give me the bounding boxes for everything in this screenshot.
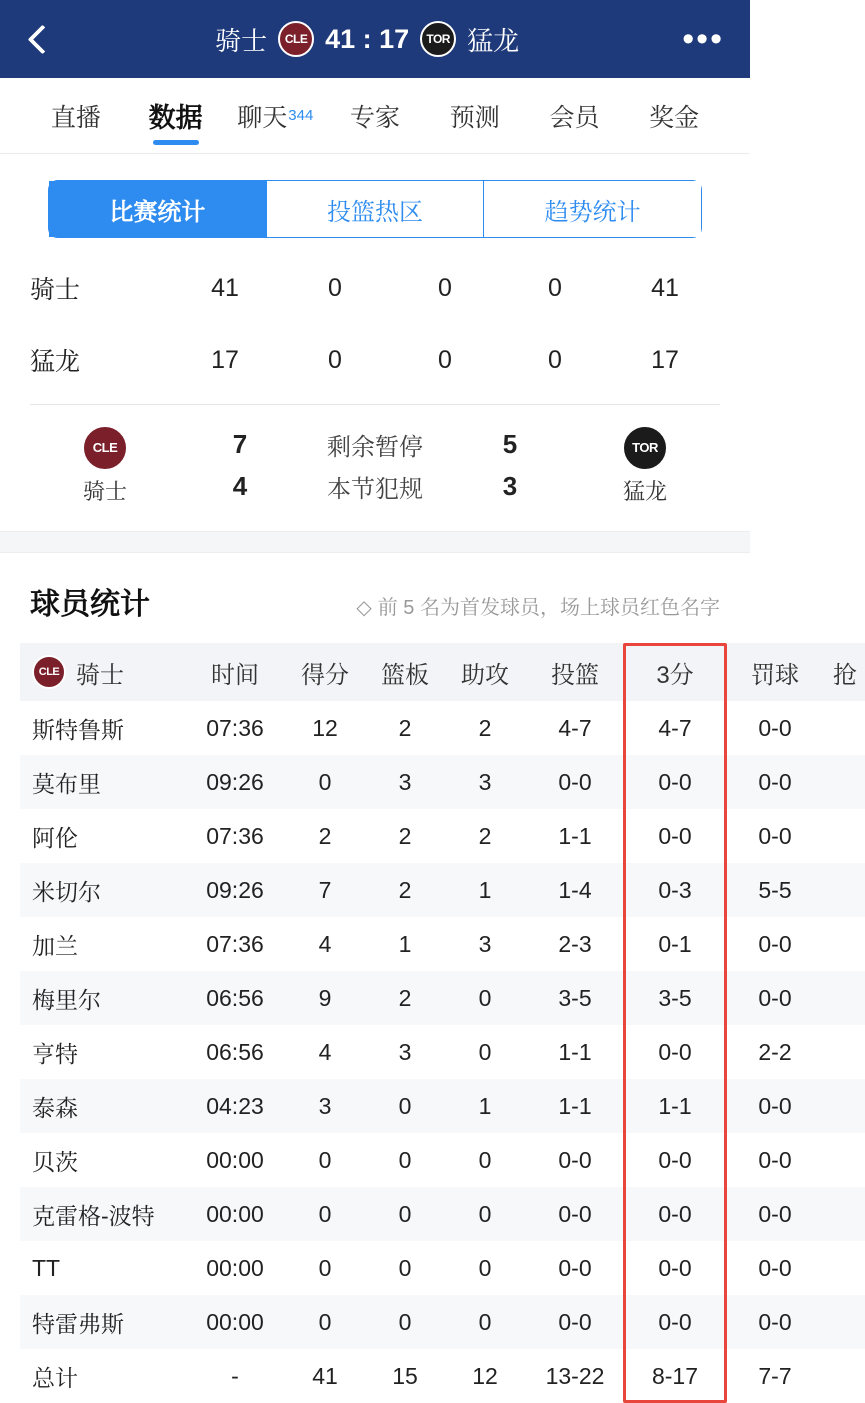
player-stats-header <box>0 553 750 643</box>
quarter-row-home-q2: 0 <box>328 273 342 302</box>
player-freethrow: 0-0 <box>758 714 792 741</box>
player-name: 亨特 <box>32 1040 78 1067</box>
segment-shot-chart[interactable]: 投篮热区 <box>267 181 485 237</box>
player-rebounds: 1 <box>398 930 412 957</box>
table-row[interactable] <box>20 1133 865 1187</box>
table-row[interactable] <box>20 1025 865 1079</box>
player-freethrow: 0-0 <box>758 984 792 1011</box>
tab-live[interactable] <box>26 78 126 153</box>
player-threepoint: 1-1 <box>658 1092 692 1119</box>
player-name: 斯特鲁斯 <box>32 716 124 743</box>
player-name: 贝茨 <box>32 1148 78 1175</box>
player-steals <box>825 755 865 809</box>
quarter-row-home-q4: 0 <box>548 273 562 302</box>
player-fieldgoals: 1-4 <box>558 876 592 903</box>
player-fieldgoals: 4-7 <box>558 714 592 741</box>
player-threepoint: 0-0 <box>658 1200 692 1227</box>
player-steals <box>825 1295 865 1349</box>
player-steals <box>825 1187 865 1241</box>
fouls-label: 本节犯规 <box>327 475 423 503</box>
total-fieldgoals: 13-22 <box>525 1349 625 1403</box>
player-fieldgoals: 0-0 <box>558 1254 592 1281</box>
player-threepoint: 4-7 <box>658 714 692 741</box>
player-time: 00:00 <box>206 1200 264 1227</box>
player-name: 阿伦 <box>32 824 78 851</box>
tof-lines <box>180 423 570 507</box>
quarter-row-away-q4: 0 <box>548 345 562 374</box>
player-threepoint: 0-0 <box>658 1146 692 1173</box>
col-header-fieldgoals[interactable]: 投篮 <box>525 643 625 701</box>
tab-predictions[interactable] <box>425 78 525 153</box>
player-freethrow: 0-0 <box>758 1200 792 1227</box>
app-header <box>0 0 750 78</box>
player-points: 0 <box>318 1146 332 1173</box>
player-fieldgoals: 3-5 <box>558 984 592 1011</box>
col-header-points[interactable]: 得分 <box>285 643 365 701</box>
tof-home-side <box>30 425 180 506</box>
player-steals <box>825 1241 865 1295</box>
total-time: - <box>185 1349 285 1403</box>
player-rebounds: 2 <box>398 984 412 1011</box>
player-freethrow: 0-0 <box>758 768 792 795</box>
tof-home-team-name: 骑士 <box>82 478 127 504</box>
col-header-assists[interactable]: 助攻 <box>445 643 525 701</box>
tof-line-fouls <box>180 465 570 507</box>
player-fieldgoals: 1-1 <box>558 822 592 849</box>
player-steals <box>825 863 865 917</box>
player-time: 00:00 <box>206 1308 264 1335</box>
player-time: 07:36 <box>206 930 264 957</box>
player-rebounds: 0 <box>398 1146 412 1173</box>
stats-table-wrapper <box>0 643 857 1403</box>
chat-count-badge: 344 <box>288 107 314 124</box>
player-assists: 0 <box>478 1038 492 1065</box>
total-rebounds: 15 <box>365 1349 445 1403</box>
tab-stats[interactable] <box>126 78 226 153</box>
tab-live-label: 直播 <box>50 103 101 132</box>
player-name: 特雷弗斯 <box>32 1310 124 1337</box>
table-row[interactable] <box>20 809 865 863</box>
timeouts-home-value: 7 <box>232 428 248 459</box>
player-threepoint: 0-3 <box>658 876 692 903</box>
player-rebounds: 0 <box>398 1200 412 1227</box>
player-points: 0 <box>318 1254 332 1281</box>
page-title: 球员统计 <box>30 588 150 621</box>
tab-chat[interactable] <box>225 78 325 153</box>
player-freethrow: 5-5 <box>758 876 792 903</box>
player-rebounds: 3 <box>398 768 412 795</box>
player-assists: 0 <box>478 984 492 1011</box>
player-time: 04:23 <box>206 1092 264 1119</box>
player-points: 4 <box>318 1038 332 1065</box>
segment-game-stats[interactable]: 比赛统计 <box>49 181 267 237</box>
section-gap-band <box>0 531 750 553</box>
player-threepoint: 0-0 <box>658 1038 692 1065</box>
player-name: TT <box>32 1254 61 1281</box>
player-points: 0 <box>318 768 332 795</box>
player-time: 09:26 <box>206 876 264 903</box>
player-points: 3 <box>318 1092 332 1119</box>
player-rebounds: 2 <box>398 876 412 903</box>
tab-experts-label: 专家 <box>350 103 401 132</box>
tab-experts[interactable] <box>325 78 425 153</box>
player-rebounds: 0 <box>398 1254 412 1281</box>
player-assists: 3 <box>478 768 492 795</box>
table-row[interactable] <box>20 917 865 971</box>
quarter-row-away <box>30 324 720 396</box>
player-points: 7 <box>318 876 332 903</box>
diamond-icon: ◇ <box>356 597 372 619</box>
player-points: 12 <box>312 714 338 741</box>
player-fieldgoals: 0-0 <box>558 1146 592 1173</box>
segment-trend-stats[interactable]: 趋势统计 <box>484 181 701 237</box>
home-team-logo-icon: CLE <box>278 21 314 57</box>
quarter-score-table <box>0 252 750 396</box>
fouls-away-value: 3 <box>502 470 518 501</box>
player-steals <box>825 701 865 755</box>
table-row-total <box>20 1349 865 1403</box>
team-logo-icon: CLE <box>32 655 66 689</box>
player-freethrow: 0-0 <box>758 1146 792 1173</box>
back-chevron-icon[interactable] <box>26 26 52 52</box>
player-name: 莫布里 <box>32 770 101 797</box>
player-freethrow: 0-0 <box>758 1308 792 1335</box>
player-time: 06:56 <box>206 984 264 1011</box>
player-freethrow: 0-0 <box>758 1092 792 1119</box>
player-stats-note-text: 前 5 名为首发球员，场上球员红色名字 <box>377 597 720 619</box>
timeouts-away-value: 5 <box>502 428 518 459</box>
player-fieldgoals: 0-0 <box>558 768 592 795</box>
fouls-home-value: 4 <box>232 470 248 501</box>
tof-away-side <box>570 425 720 506</box>
nav-tabs <box>0 78 750 154</box>
player-assists: 0 <box>478 1146 492 1173</box>
player-name: 米切尔 <box>32 878 101 905</box>
quarter-row-away-q1: 17 <box>211 345 239 374</box>
player-rebounds: 0 <box>398 1308 412 1335</box>
table-row[interactable] <box>20 1241 865 1295</box>
tab-membership[interactable] <box>525 78 625 153</box>
segmented-control <box>48 180 702 238</box>
quarter-row-home <box>30 252 720 324</box>
player-steals <box>825 917 865 971</box>
quarter-row-home-q1: 41 <box>211 273 239 302</box>
player-points: 2 <box>318 822 332 849</box>
total-points: 41 <box>285 1349 365 1403</box>
timeouts-fouls-block <box>0 405 750 531</box>
stats-team-name: 骑士 <box>76 661 124 689</box>
tof-away-team-name: 猛龙 <box>622 478 667 504</box>
header-score: 41 : 17 <box>325 23 410 54</box>
player-fieldgoals: 1-1 <box>558 1038 592 1065</box>
col-header-steals[interactable]: 抢 <box>825 643 865 701</box>
total-threepoint: 8-17 <box>625 1349 725 1403</box>
player-name: 加兰 <box>32 932 78 959</box>
player-time: 00:00 <box>206 1254 264 1281</box>
table-row[interactable] <box>20 1187 865 1241</box>
timeouts-label: 剩余暂停 <box>327 433 423 461</box>
player-assists: 2 <box>478 714 492 741</box>
tof-line-timeouts <box>180 423 570 465</box>
player-assists: 0 <box>478 1200 492 1227</box>
table-row[interactable] <box>20 1079 865 1133</box>
header-home-team: 骑士 <box>215 25 268 56</box>
player-fieldgoals: 1-1 <box>558 1092 592 1119</box>
col-header-rebounds[interactable]: 篮板 <box>365 643 445 701</box>
player-assists: 1 <box>478 876 492 903</box>
player-threepoint: 0-1 <box>658 930 692 957</box>
scoreboard <box>215 21 519 58</box>
col-header-threepoint[interactable]: 3分 <box>625 643 725 701</box>
player-assists: 2 <box>478 822 492 849</box>
player-threepoint: 0-0 <box>658 1254 692 1281</box>
player-assists: 1 <box>478 1092 492 1119</box>
away-team-logo-icon: TOR <box>420 21 456 57</box>
total-freethrow: 7-7 <box>725 1349 825 1403</box>
player-threepoint: 0-0 <box>658 768 692 795</box>
player-freethrow: 0-0 <box>758 822 792 849</box>
player-assists: 3 <box>478 930 492 957</box>
stats-header-row <box>20 643 865 701</box>
player-freethrow: 2-2 <box>758 1038 792 1065</box>
table-row[interactable] <box>20 755 865 809</box>
tab-stats-label: 数据 <box>148 103 203 133</box>
tab-prizes-label: 奖金 <box>649 103 700 132</box>
quarter-row-away-team: 猛龙 <box>30 348 81 376</box>
quarter-row-away-total: 17 <box>651 345 679 374</box>
player-steals <box>825 1025 865 1079</box>
quarter-row-home-total: 41 <box>651 273 679 302</box>
player-threepoint: 0-0 <box>658 822 692 849</box>
player-time: 09:26 <box>206 768 264 795</box>
player-steals <box>825 971 865 1025</box>
tab-membership-label: 会员 <box>549 103 600 132</box>
player-threepoint: 3-5 <box>658 984 692 1011</box>
stats-table-head <box>20 643 865 701</box>
header-away-team: 猛龙 <box>467 25 520 56</box>
quarter-row-away-q3: 0 <box>438 345 452 374</box>
player-fieldgoals: 2-3 <box>558 930 592 957</box>
player-time: 07:36 <box>206 822 264 849</box>
player-name: 梅里尔 <box>32 986 101 1013</box>
quarter-row-home-team: 骑士 <box>30 276 81 304</box>
stats-team-header <box>20 643 185 701</box>
player-steals <box>825 809 865 863</box>
tab-predictions-label: 预测 <box>449 103 500 132</box>
player-fieldgoals: 0-0 <box>558 1308 592 1335</box>
stats-table-body <box>20 701 865 1403</box>
total-steals <box>825 1349 865 1403</box>
player-assists: 0 <box>478 1254 492 1281</box>
player-rebounds: 0 <box>398 1092 412 1119</box>
player-freethrow: 0-0 <box>758 1254 792 1281</box>
player-points: 0 <box>318 1308 332 1335</box>
more-dots-icon[interactable]: ••• <box>682 20 724 58</box>
player-stats-table <box>20 643 865 1403</box>
col-header-time[interactable]: 时间 <box>185 643 285 701</box>
table-row[interactable] <box>20 701 865 755</box>
player-steals <box>825 1079 865 1133</box>
segmented-control-wrapper <box>0 154 750 252</box>
table-row[interactable] <box>20 971 865 1025</box>
player-name: 克雷格-波特 <box>32 1202 155 1229</box>
player-freethrow: 0-0 <box>758 930 792 957</box>
table-row[interactable] <box>20 1295 865 1349</box>
player-name: 泰森 <box>32 1094 78 1121</box>
player-points: 0 <box>318 1200 332 1227</box>
player-fieldgoals: 0-0 <box>558 1200 592 1227</box>
tab-prizes[interactable] <box>624 78 724 153</box>
player-time: 07:36 <box>206 714 264 741</box>
quarter-row-away-q2: 0 <box>328 345 342 374</box>
player-assists: 0 <box>478 1308 492 1335</box>
player-threepoint: 0-0 <box>658 1308 692 1335</box>
player-time: 00:00 <box>206 1146 264 1173</box>
total-assists: 12 <box>445 1349 525 1403</box>
table-row[interactable] <box>20 863 865 917</box>
home-team-logo-icon: CLE <box>82 425 128 471</box>
player-stats-note <box>356 591 720 620</box>
player-rebounds: 2 <box>398 822 412 849</box>
col-header-freethrow[interactable]: 罚球 <box>725 643 825 701</box>
player-points: 4 <box>318 930 332 957</box>
player-rebounds: 2 <box>398 714 412 741</box>
total-label: 总计 <box>20 1349 185 1403</box>
player-points: 9 <box>318 984 332 1011</box>
player-steals <box>825 1133 865 1187</box>
player-time: 06:56 <box>206 1038 264 1065</box>
tab-chat-label: 聊天 <box>237 103 288 132</box>
player-rebounds: 3 <box>398 1038 412 1065</box>
quarter-row-home-q3: 0 <box>438 273 452 302</box>
away-team-logo-icon: TOR <box>622 425 668 471</box>
